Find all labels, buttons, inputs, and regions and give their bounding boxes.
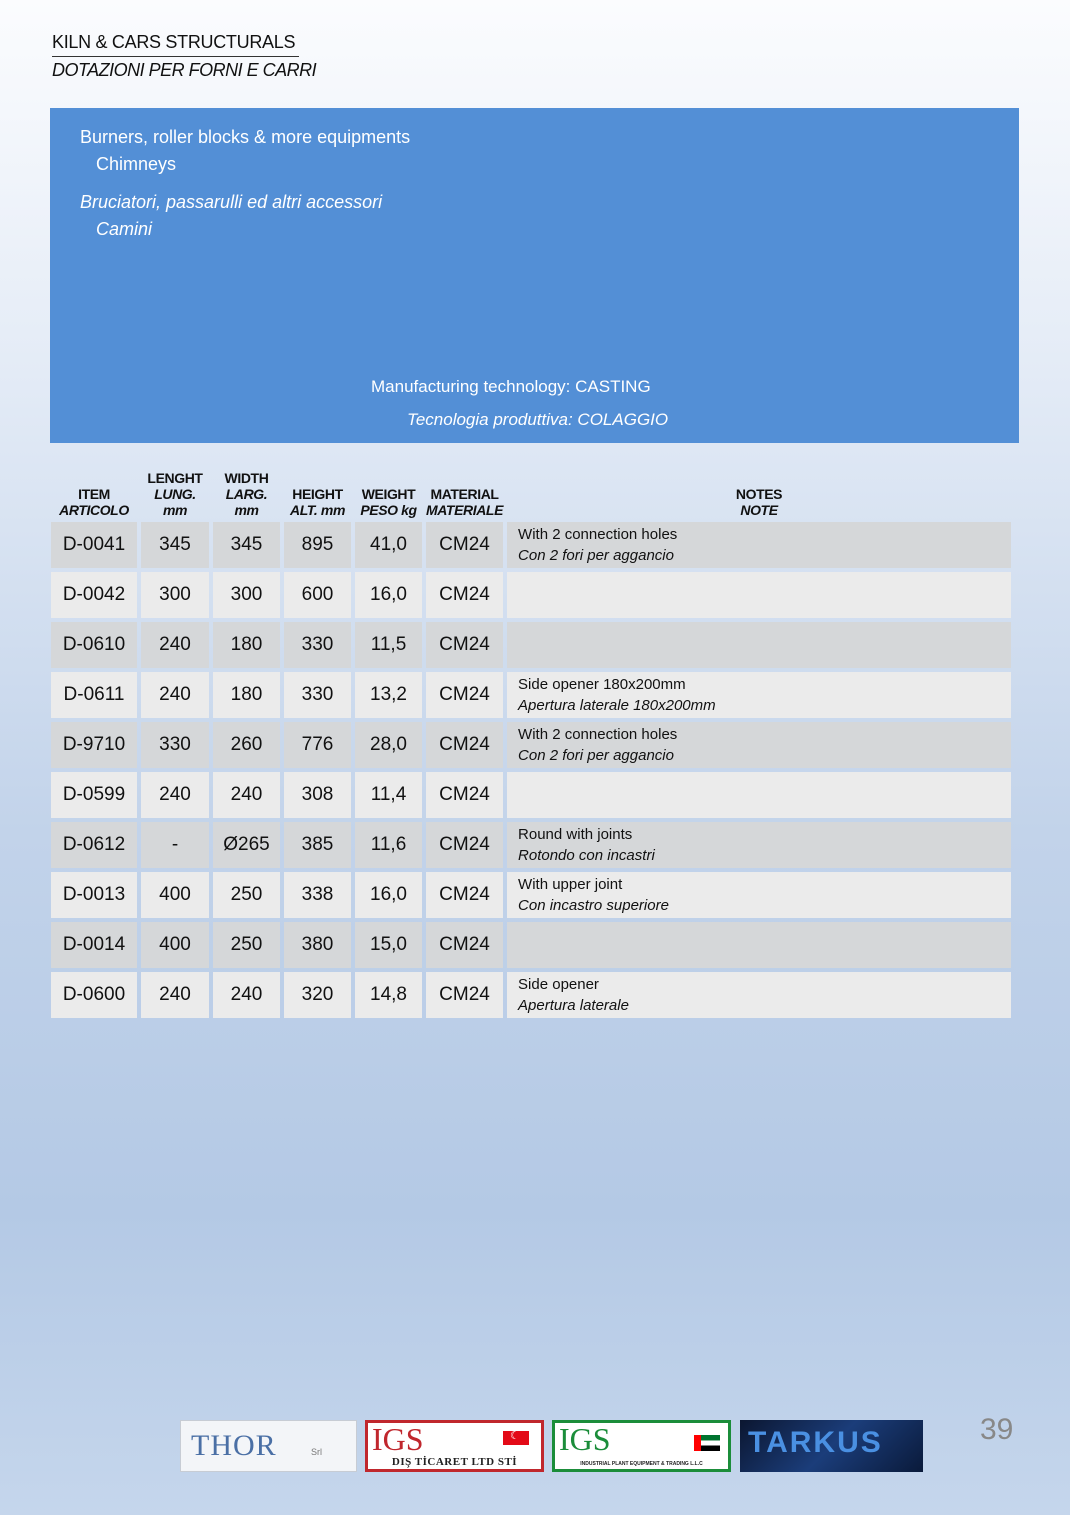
uae-flag-icon <box>694 1435 720 1451</box>
page-header <box>52 32 316 81</box>
cell-weight: 11,4 <box>355 772 422 818</box>
cell-item: D-0014 <box>51 922 137 968</box>
igs-turkey-logo: IGS ☾ DIŞ TİCARET LTD STİ <box>365 1420 544 1472</box>
items-table <box>47 466 1015 1022</box>
column-header: NOTES NOTE <box>735 486 783 518</box>
column-header: WIDTH LARG. mm <box>224 470 269 518</box>
cell-weight: 15,0 <box>355 922 422 968</box>
table-row <box>51 872 1011 918</box>
note-en: With 2 connection holes <box>518 526 678 543</box>
note-it: Con 2 fori per aggancio <box>518 547 674 564</box>
cell-length: 240 <box>141 972 209 1018</box>
table-row <box>51 972 1011 1018</box>
cell-material: CM24 <box>426 672 503 718</box>
table-header-row <box>51 470 1011 518</box>
cell-length: 300 <box>141 572 209 618</box>
table-row <box>51 522 1011 568</box>
cell-notes <box>507 922 1011 968</box>
cell-notes <box>507 672 1011 718</box>
cell-material: CM24 <box>426 722 503 768</box>
cell-weight: 41,0 <box>355 522 422 568</box>
technology-it: Tecnologia produttiva: COLAGGIO <box>407 410 669 429</box>
table-row <box>51 822 1011 868</box>
cell-weight: 11,6 <box>355 822 422 868</box>
table-row <box>51 572 1011 618</box>
cell-height: 380 <box>284 922 351 968</box>
cell-item: D-0599 <box>51 772 137 818</box>
turkey-flag-icon <box>503 1431 529 1445</box>
note-en: Round with joints <box>518 826 633 843</box>
cell-length: 240 <box>141 672 209 718</box>
cell-height: 330 <box>284 672 351 718</box>
column-header: LENGHT LUNG. mm <box>147 470 203 518</box>
cell-item: D-0600 <box>51 972 137 1018</box>
table-row <box>51 772 1011 818</box>
cell-item: D-0041 <box>51 522 137 568</box>
note-en: Side opener 180x200mm <box>518 676 686 693</box>
cell-width: 180 <box>213 622 280 668</box>
category-banner <box>50 108 1019 443</box>
cell-item: D-0612 <box>51 822 137 868</box>
cell-height: 320 <box>284 972 351 1018</box>
cell-width: 300 <box>213 572 280 618</box>
column-header: ITEM ARTICOLO <box>59 486 129 518</box>
cell-weight: 16,0 <box>355 872 422 918</box>
category-line2-en: Chimneys <box>96 154 177 174</box>
cell-width: 180 <box>213 672 280 718</box>
cell-material: CM24 <box>426 772 503 818</box>
cell-notes <box>507 972 1011 1018</box>
cell-weight: 14,8 <box>355 972 422 1018</box>
cell-length: 400 <box>141 872 209 918</box>
page-number: 39 <box>980 1413 1014 1446</box>
cell-height: 330 <box>284 622 351 668</box>
note-en: With upper joint <box>518 876 623 893</box>
cell-item: D-0611 <box>51 672 137 718</box>
tarkus-logo: TARKUS <box>740 1420 923 1472</box>
cell-length: 400 <box>141 922 209 968</box>
cell-material: CM24 <box>426 822 503 868</box>
cell-material: CM24 <box>426 922 503 968</box>
table-row <box>51 922 1011 968</box>
cell-weight: 28,0 <box>355 722 422 768</box>
igs-uae-logo: IGS INDUSTRIAL PLANT EQUIPMENT & TRADING L.L.C <box>552 1420 731 1472</box>
table-row <box>51 672 1011 718</box>
cell-material: CM24 <box>426 972 503 1018</box>
cell-height: 895 <box>284 522 351 568</box>
cell-width: 240 <box>213 772 280 818</box>
cell-notes <box>507 772 1011 818</box>
note-en: With 2 connection holes <box>518 726 678 743</box>
column-header: WEIGHT PESO kg <box>360 486 417 518</box>
note-it: Rotondo con incastri <box>518 847 655 864</box>
cell-notes <box>507 522 1011 568</box>
cell-item: D-0610 <box>51 622 137 668</box>
cell-item: D-0013 <box>51 872 137 918</box>
cell-width: 250 <box>213 872 280 918</box>
cell-height: 308 <box>284 772 351 818</box>
technology-en: Manufacturing technology: CASTING <box>371 377 651 396</box>
cell-width: 260 <box>213 722 280 768</box>
cell-width: 240 <box>213 972 280 1018</box>
cell-weight: 16,0 <box>355 572 422 618</box>
note-en: Side opener <box>518 976 599 993</box>
cell-notes <box>507 822 1011 868</box>
cell-material: CM24 <box>426 622 503 668</box>
cell-weight: 11,5 <box>355 622 422 668</box>
cell-material: CM24 <box>426 872 503 918</box>
thor-logo: THOR Srl <box>180 1420 357 1472</box>
cell-height: 385 <box>284 822 351 868</box>
cell-item: D-9710 <box>51 722 137 768</box>
cell-length: - <box>141 822 209 868</box>
cell-width: Ø265 <box>213 822 280 868</box>
note-it: Apertura laterale <box>518 997 629 1014</box>
cell-notes <box>507 572 1011 618</box>
note-it: Con 2 fori per aggancio <box>518 747 674 764</box>
cell-width: 250 <box>213 922 280 968</box>
cell-height: 338 <box>284 872 351 918</box>
cell-length: 345 <box>141 522 209 568</box>
cell-notes <box>507 872 1011 918</box>
cell-material: CM24 <box>426 522 503 568</box>
cell-material: CM24 <box>426 572 503 618</box>
table-row <box>51 722 1011 768</box>
cell-length: 240 <box>141 622 209 668</box>
cell-length: 330 <box>141 722 209 768</box>
cell-length: 240 <box>141 772 209 818</box>
table-row <box>51 622 1011 668</box>
category-line2-it: Camini <box>96 219 153 239</box>
section-title-it: DOTAZIONI PER FORNI E CARRI <box>52 60 317 80</box>
cell-height: 600 <box>284 572 351 618</box>
cell-width: 345 <box>213 522 280 568</box>
column-header: MATERIAL MATERIALE <box>426 486 504 518</box>
cell-item: D-0042 <box>51 572 137 618</box>
note-it: Con incastro superiore <box>518 897 669 914</box>
cell-notes <box>507 722 1011 768</box>
cell-weight: 13,2 <box>355 672 422 718</box>
category-line1-it: Bruciatori, passarulli ed altri accessori <box>80 192 383 212</box>
section-title-en: KILN & CARS STRUCTURALS <box>52 32 299 57</box>
column-header: HEIGHT ALT. mm <box>289 486 345 518</box>
cell-notes <box>507 622 1011 668</box>
cell-height: 776 <box>284 722 351 768</box>
category-line1-en: Burners, roller blocks & more equipments <box>80 127 411 147</box>
note-it: Apertura laterale 180x200mm <box>518 697 716 714</box>
